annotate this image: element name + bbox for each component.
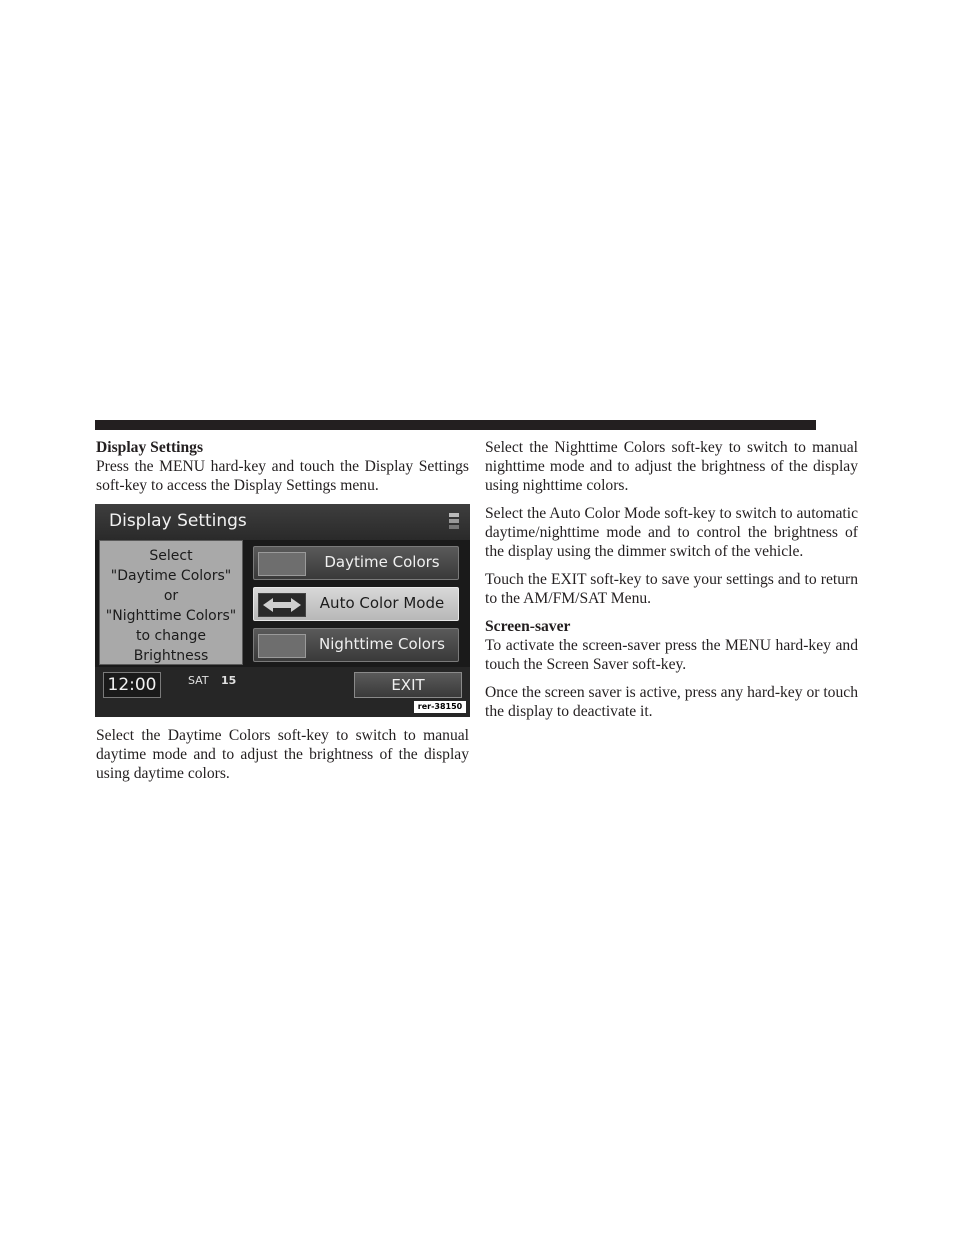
right-column [485,438,858,730]
section-heading-display-settings: Display Settings [96,439,204,456]
panel-line: "Nighttime Colors" [105,608,237,624]
exit-button[interactable]: EXIT [354,672,462,698]
signal-icon [448,512,460,532]
panel-line: "Daytime Colors" [110,568,232,584]
double-arrow-icon [259,594,305,616]
panel-line: Select [149,548,193,564]
daytime-colors-button[interactable] [253,546,459,580]
deactivate-paragraph: Once the screen saver is active, press any hard-key or touch the display to deactivate it. [485,684,858,720]
intro-paragraph: Press the MENU hard-key and touch the Display Settings soft-key to access the Display Settings menu. [96,458,469,494]
nighttime-paragraph: Select the Nighttime Colors soft-key to switch to manual nighttime mode and to adjust the brightness of the display using nighttime colors. [485,439,858,494]
nighttime-colors-button[interactable] [253,628,459,662]
auto-mode-arrows-icon [258,593,306,617]
figure-reference: rer-38150 [414,701,466,713]
band-label: SAT [188,674,209,687]
section-heading-screen-saver: Screen-saver [485,618,571,635]
daytime-thumb-icon [258,552,306,576]
panel-line: to change [135,628,207,644]
daytime-colors-label: Daytime Colors [324,553,440,571]
nighttime-colors-label: Nighttime Colors [319,635,445,653]
panel-line: Brightness [133,648,209,664]
panel-line: or [163,588,179,604]
daytime-paragraph: Select the Daytime Colors soft-key to switch to manual daytime mode and to adjust the brightness of the display using daytime colors. [96,727,469,782]
auto-mode-paragraph: Select the Auto Color Mode soft-key to switch to automatic daytime/nighttime mode and to control the brightness of the display using the dimmer switch of the vehicle. [485,505,858,560]
instruction-panel [99,540,243,665]
nighttime-thumb-icon [258,634,306,658]
screen-title: Display Settings [109,511,247,531]
screen-saver-paragraph: To activate the screen-saver press the MENU hard-key and touch the Screen Saver soft-key. [485,637,858,673]
auto-color-mode-button[interactable] [253,587,459,621]
clock[interactable]: 12:00 [103,672,161,698]
exit-paragraph: Touch the EXIT soft-key to save your settings and to return to the AM/FM/SAT Menu. [485,571,858,607]
display-settings-screenshot [95,504,470,717]
auto-color-mode-label: Auto Color Mode [319,594,445,612]
left-column [96,438,469,792]
header-rule [95,420,816,430]
channel-number: 15 [221,674,237,687]
